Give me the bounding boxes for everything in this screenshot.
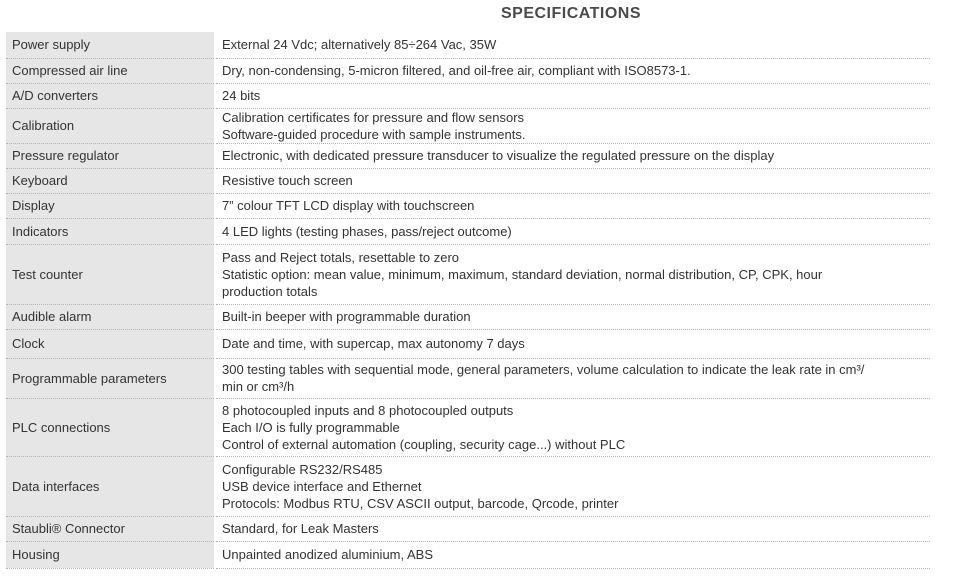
spec-row [6,398,930,456]
spec-value [215,398,930,456]
spec-value-line: External 24 Vdc; alternatively 85÷264 Vac, 35W [222,37,497,53]
spec-value-line: Software-guided procedure with sample instruments. [222,126,526,142]
spec-value [215,32,930,58]
spec-value-line: Built-in beeper with programmable duration [222,309,471,324]
spec-value-line: Configurable RS232/RS485 [222,461,383,477]
spec-value-line: Control of external automation (coupling, security cage...) without PLC [222,436,626,452]
spec-label: Staubli® Connector [6,516,215,541]
spec-value [215,58,930,83]
spec-value [215,168,930,193]
spec-value-line: Resistive touch screen [222,173,353,188]
spec-value-line: min or cm³/h [222,379,295,394]
spec-row [6,108,930,143]
spec-value-line: 8 photocoupled inputs and 8 photocoupled outputs [222,402,514,418]
spec-row [6,193,930,218]
spec-value [215,218,930,244]
spec-value-line: Dry, non-condensing, 5-micron filtered, and oil-free air, compliant with ISO8573-1. [222,63,691,78]
spec-value-line: Statistic option: mean value, minimum, maximum, standard deviation, normal distribution, CP, CPK, hour [222,266,823,282]
spec-label: A/D converters [6,83,215,108]
spec-row [6,516,930,541]
spec-value [215,193,930,218]
spec-value [215,329,930,358]
spec-value-line: 4 LED lights (testing phases, pass/reject outcome) [222,223,512,239]
spec-row [6,143,930,168]
specifications-table [6,32,930,569]
spec-row [6,58,930,83]
spec-label: PLC connections [6,398,215,456]
spec-value [215,83,930,108]
spec-value-line: 7” colour TFT LCD display with touchscreen [222,198,475,213]
spec-row [6,541,930,568]
spec-value [215,304,930,329]
spec-label: Test counter [6,244,215,304]
spec-value [215,244,930,304]
spec-value-line: 300 testing tables with sequential mode, general parameters, volume calculation to indicate the leak rate in cm³/ [222,362,865,377]
spec-value-line: Date and time, with supercap, max autonomy 7 days [222,336,525,351]
spec-value-line: Electronic, with dedicated pressure transducer to visualize the regulated pressure on the display [222,148,775,163]
spec-label: Display [6,193,215,218]
spec-row [6,83,930,108]
spec-label: Keyboard [6,168,215,193]
spec-row [6,168,930,193]
spec-value-line: 24 bits [222,88,261,103]
spec-value-line: Calibration certificates for pressure and flow sensors [222,109,525,125]
spec-value-line: Each I/O is fully programmable [222,419,400,435]
spec-row [6,32,930,58]
specifications-table-body [6,32,930,568]
spec-value [215,541,930,568]
spec-row [6,304,930,329]
spec-row [6,358,930,398]
spec-row [6,218,930,244]
spec-label: Power supply [6,32,215,58]
spec-label: Audible alarm [6,304,215,329]
spec-value-line: production totals [222,283,318,299]
spec-label: Clock [6,329,215,358]
spec-value-line: Pass and Reject totals, resettable to zero [222,249,460,265]
spec-row [6,329,930,358]
spec-label: Housing [6,541,215,568]
spec-label: Data interfaces [6,456,215,516]
spec-value-line: Standard, for Leak Masters [222,521,379,536]
spec-value [215,516,930,541]
spec-row [6,244,930,304]
spec-value [215,108,930,143]
spec-value-line: Unpainted anodized aluminium, ABS [222,547,434,562]
spec-label: Indicators [6,218,215,244]
spec-label: Programmable parameters [6,358,215,398]
spec-value [215,358,930,398]
spec-label: Pressure regulator [6,143,215,168]
spec-label: Calibration [6,108,215,143]
spec-value [215,456,930,516]
spec-value-line: USB device interface and Ethernet [222,478,422,494]
spec-label: Compressed air line [6,58,215,83]
spec-value-line: Protocols: Modbus RTU, CSV ASCII output, barcode, Qrcode, printer [222,495,619,511]
spec-value [215,143,930,168]
spec-row [6,456,930,516]
specifications-title: SPECIFICATIONS [500,5,642,22]
